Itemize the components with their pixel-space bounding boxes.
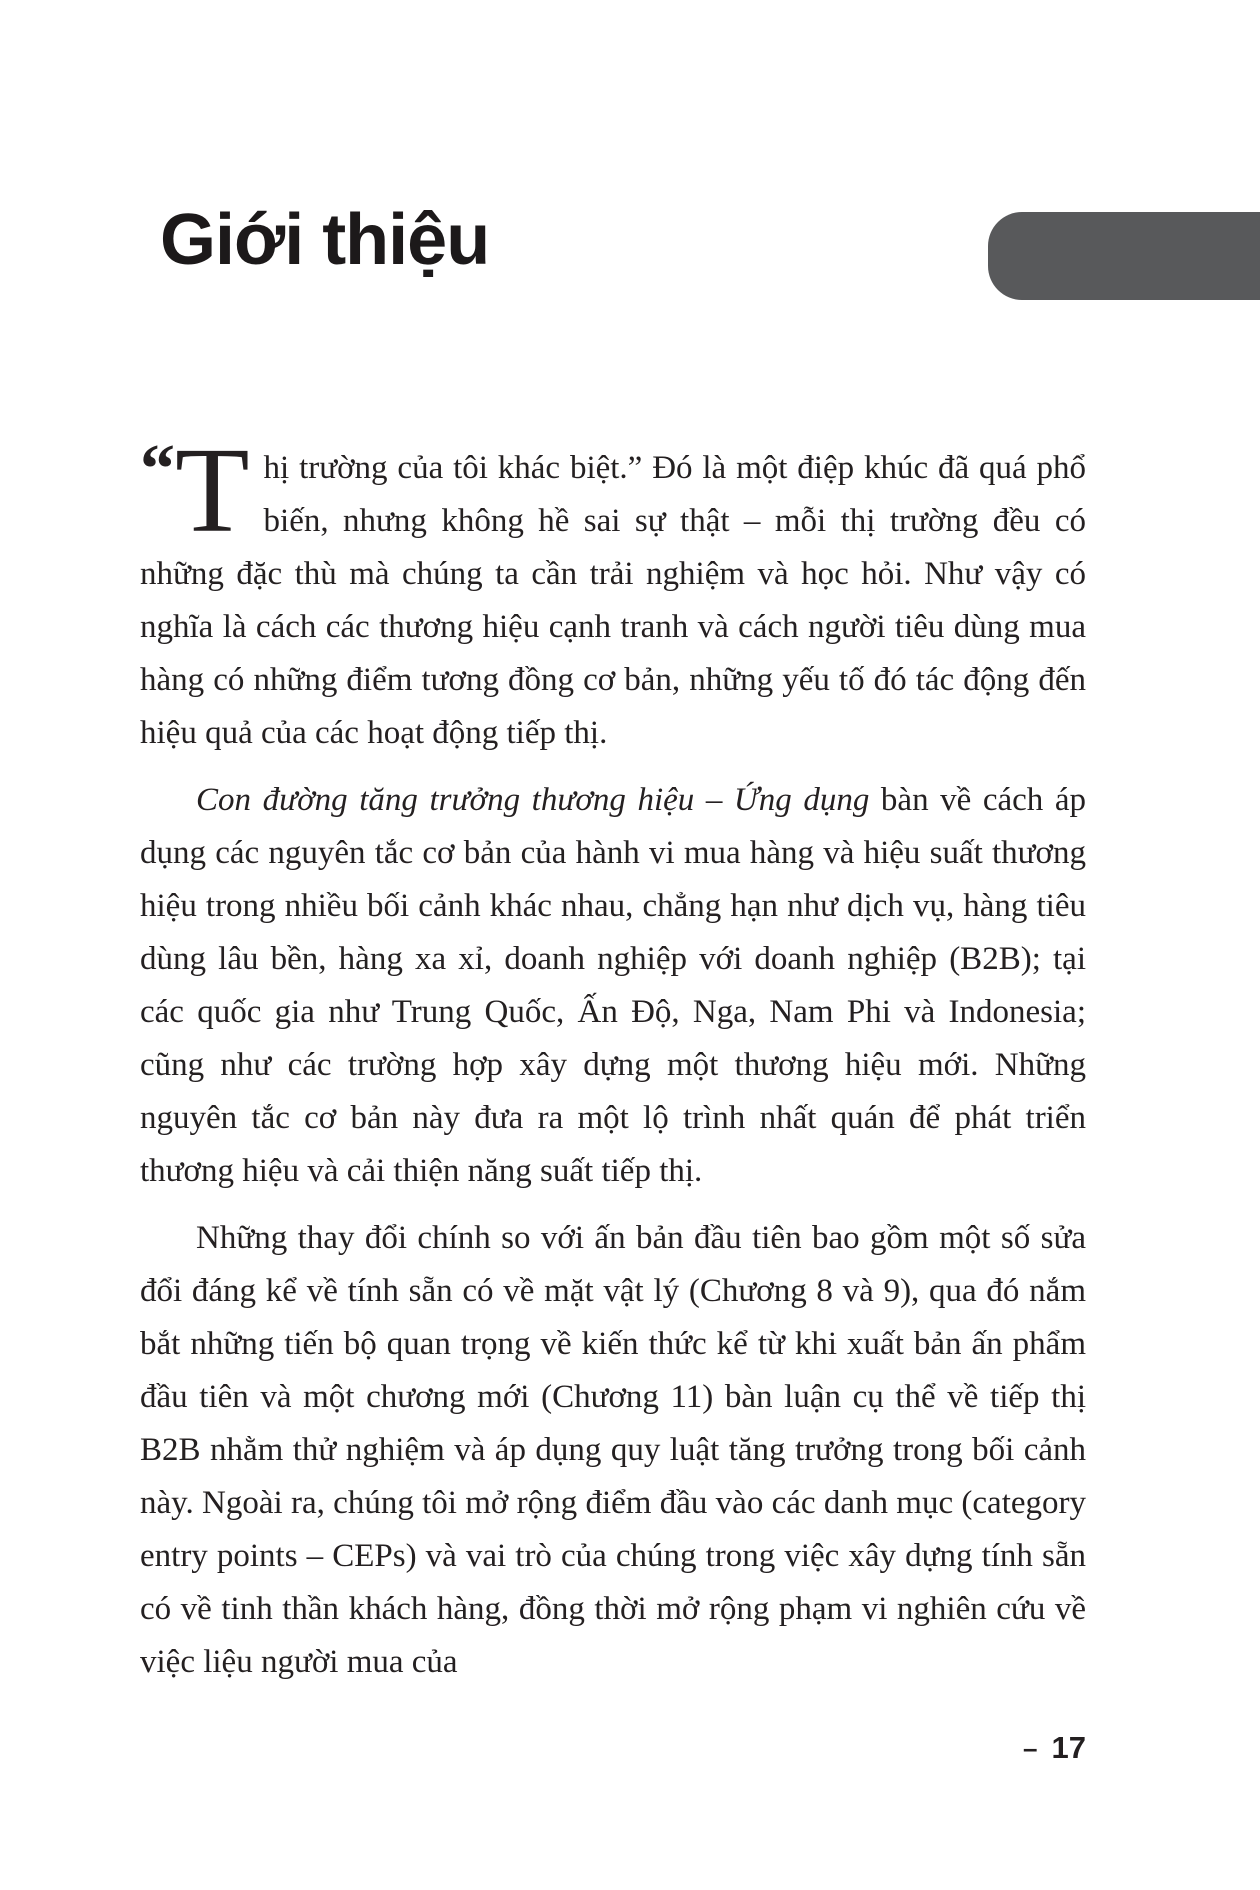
opening-quote-mark: “ bbox=[140, 431, 169, 508]
corner-tab bbox=[988, 212, 1260, 300]
page-title: Giới thiệu bbox=[160, 200, 490, 280]
page-number: 17 bbox=[1051, 1730, 1086, 1765]
paragraph-text: Những thay đổi chính so với ấn bản đầu tiên bao gồm một số sửa đổi đáng kể về tính sẵn có về mặt vật lý (Chương 8 và 9), qua đó nắm bắt những tiến bộ quan trọng về kiến thức kể từ khi xuất bản ấn phẩm đầu tiên và một chương mới (Chương 11) bàn luận cụ thể về tiếp thị B2B nhằm thử nghiệm và áp dụng quy luật tăng trưởng trong bối cảnh này. Ngoài ra, chúng tôi mở rộng điểm đầu vào các danh mục (category entry points – CEPs) và vai trò của chúng trong việc xây dựng tính sẵn có về tinh thần khách hàng, đồng thời mở rộng phạm vi nghiên cứu về việc liệu người mua của bbox=[140, 1220, 1086, 1680]
paragraph bbox=[140, 423, 1086, 760]
page-footer bbox=[1023, 1732, 1086, 1763]
dropcap bbox=[140, 423, 250, 558]
paragraph-text: hị trường của tôi khác biệt.” Đó là một điệp khúc đã quá phổ biến, nhưng không hề sai sự thật – mỗi thị trường đều có những đặc thù mà chúng ta cần trải nghiệm và học hỏi. Như vậy có nghĩa là cách các thương hiệu cạnh tranh và cách người tiêu dùng mua hàng có những điểm tương đồng cơ bản, những yếu tố đó tác động đến hiệu quả của các hoạt động tiếp thị. bbox=[140, 450, 1086, 751]
footer-dash: – bbox=[1023, 1732, 1038, 1763]
book-title-italic: Con đường tăng trưởng thương hiệu – Ứng dụng bbox=[196, 782, 870, 818]
paragraph bbox=[140, 1212, 1086, 1689]
body-text bbox=[140, 423, 1086, 1689]
dropcap-letter: T bbox=[175, 423, 250, 558]
paragraph bbox=[140, 774, 1086, 1198]
paragraph-text: bàn về cách áp dụng các nguyên tắc cơ bản của hành vi mua hàng và hiệu suất thương hiệu trong nhiều bối cảnh khác nhau, chẳng hạn như dịch vụ, hàng tiêu dùng lâu bền, hàng xa xỉ, doanh nghiệp với doanh nghiệp (B2B); tại các quốc gia như Trung Quốc, Ấn Độ, Nga, Nam Phi và Indonesia; cũng như các trường hợp xây dựng một thương hiệu mới. Những nguyên tắc cơ bản này đưa ra một lộ trình nhất quán để phát triển thương hiệu và cải thiện năng suất tiếp thị. bbox=[140, 782, 1086, 1189]
